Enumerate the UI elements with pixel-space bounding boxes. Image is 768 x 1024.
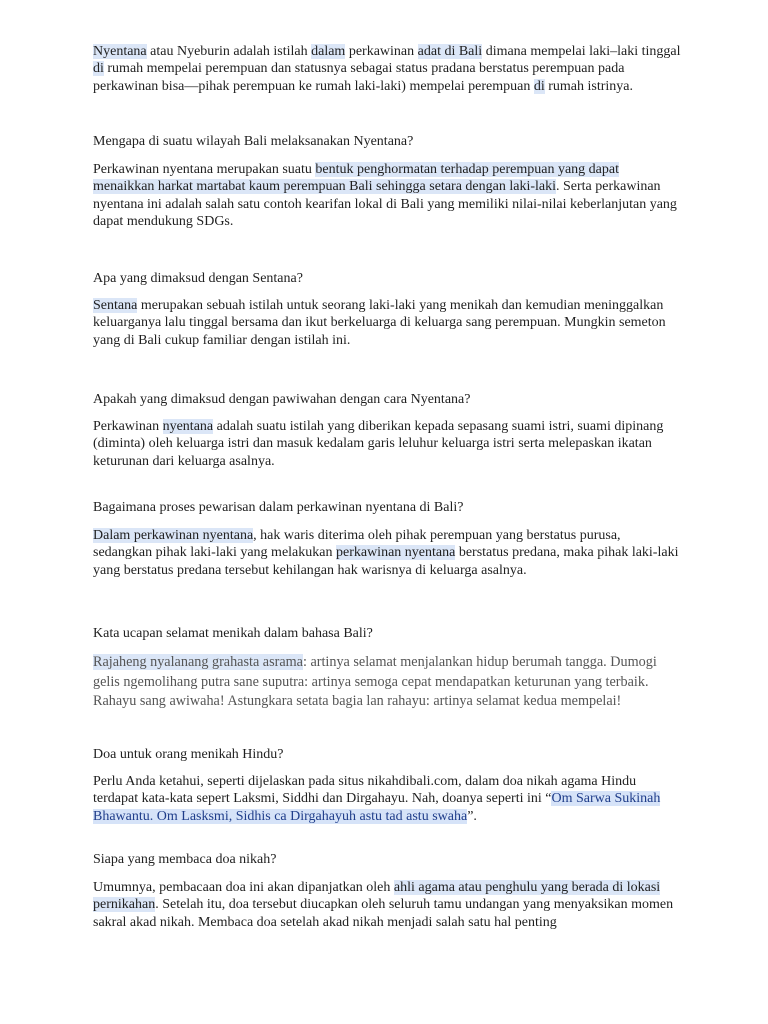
text-segment: Bagaimana proses pewarisan dalam perkawinan nyentana di Bali?: [93, 500, 464, 515]
text-segment: Umumnya, pembacaan doa ini akan dipanjatkan oleh: [93, 880, 394, 895]
text-segment: Apa yang dimaksud dengan Sentana?: [93, 271, 303, 286]
text-segment: Apakah yang dimaksud dengan pawiwahan dengan cara Nyentana?: [93, 392, 471, 407]
text-segment: adalah suatu istilah yang diberikan kepada sepasang suami istri, suami dipinang (diminta) oleh keluarga istri dan masuk kedalam garis leluhur keluarga istri serta melepaskan ikatan keturunan dari keluarga asalnya.: [93, 419, 664, 469]
question-inheritance-process: [93, 499, 683, 516]
question-hindu-prayer: [93, 746, 683, 763]
paragraph-hindu-prayer: [93, 773, 683, 825]
highlighted-text: Om Sarwa Sukinah Bhawantu. Om Lasksmi, Sidhis ca Dirgahayuh astu tad astu swaha: [93, 791, 661, 824]
text-segment: Perlu Anda ketahui, seperti dijelaskan pada situs nikahdibali.com, dalam doa nikah agama Hindu terdapat kata-kata sepert Laksmi, Siddhi dan Dirgahayu. Nah, doanya seperti ini “: [93, 774, 637, 807]
text-segment: , hak waris diterima oleh pihak perempuan yang berstatus purusa, sedangkan pihak laki-laki yang melakukan: [93, 528, 621, 561]
highlighted-text: ahli agama atau penghulu yang berada di lokasi pernikahan: [93, 880, 661, 913]
highlighted-text: dalam: [311, 44, 346, 59]
text-segment: rumah istrinya.: [544, 78, 633, 94]
text-segment: Kata ucapan selamat menikah dalam bahasa Bali?: [93, 626, 373, 641]
question-sentana-meaning: [93, 270, 683, 287]
text-segment: Perkawinan: [93, 419, 163, 434]
text-segment: rumah mempelai perempuan dan statusnya sebagai status pradana berstatus perempuan pada perkawinan bisa—pihak perempuan ke rumah laki-laki) mempelai perempuan: [93, 61, 625, 94]
text-segment: Perkawinan nyentana merupakan suatu: [93, 162, 316, 177]
highlighted-text: Dalam perkawinan nyentana: [93, 528, 254, 543]
highlighted-text: adat di Bali: [417, 44, 483, 59]
text-segment: . Serta perkawinan nyentana ini adalah salah satu contoh kearifan lokal di Bali yang memiliki nilai-nilai keberlanjutan yang dapat mendukung SDGs.: [93, 179, 677, 229]
paragraph-who-reads-prayer: [93, 879, 683, 931]
highlighted-text: bentuk penghormatan terhadap perempuan yang dapat menaikkan harkat martabat kaum perempuan Bali sehingga setara dengan laki-laki: [93, 162, 619, 195]
highlighted-text: di: [533, 78, 545, 94]
paragraph-inheritance: [93, 527, 683, 579]
text-segment: merupakan sebuah istilah untuk seorang laki-laki yang menikah dan kemudian meninggalkan keluarganya lalu tinggal bersama dan ikut berkeluarga di keluarga sang perempuan. Mungkin semeton yang di Bali cukup familiar dengan istilah ini.: [93, 298, 666, 348]
paragraph-pawiwahan-definition: [93, 418, 683, 470]
text-segment: Siapa yang membaca doa nikah?: [93, 852, 277, 867]
highlighted-text: di: [93, 61, 104, 77]
text-segment: : artinya selamat menjalankan hidup berumah tangga. Dumogi gelis ngemolihang putra sane suputra: artinya semoga cepat mendapatkan keturunan yang terbaik. Rahayu sang awiwaha! Astungkara setata bagia lan rahayu: artinya selamat kedua mempelai!: [93, 654, 657, 710]
text-segment: berstatus predana, maka pihak laki-laki yang berstatus predana tersebut kehilangan hak warisnya di keluarga asalnya.: [93, 545, 679, 578]
text-segment: Doa untuk orang menikah Hindu?: [93, 747, 284, 762]
highlighted-text: perkawinan nyentana: [335, 545, 456, 561]
highlighted-text: Sentana: [93, 298, 138, 313]
text-segment: atau Nyeburin adalah istilah: [146, 44, 312, 59]
paragraph-nyentana-definition: [93, 43, 683, 95]
paragraph-nyentana-reason: [93, 161, 683, 230]
highlighted-text: Rajaheng nyalanang grahasta asrama: [93, 654, 303, 670]
paragraph-sentana-definition: [93, 297, 683, 349]
question-why-nyentana: [93, 133, 683, 150]
text-segment: Mengapa di suatu wilayah Bali melaksanakan Nyentana?: [93, 134, 414, 149]
text-segment: dimana mempelai laki–laki tinggal: [482, 44, 681, 59]
highlighted-text: nyentana: [162, 419, 214, 434]
text-segment: perkawinan: [345, 44, 418, 59]
question-who-reads-prayer: [93, 851, 683, 868]
question-wedding-greeting: [93, 625, 683, 642]
text-segment: ”.: [467, 808, 477, 824]
question-pawiwahan-nyentana: [93, 391, 683, 408]
highlighted-text: Nyentana: [93, 44, 147, 59]
paragraph-wedding-greeting: [93, 653, 683, 712]
text-segment: . Setelah itu, doa tersebut diucapkan oleh seluruh tamu undangan yang menyaksikan momen sakral akad nikah. Membaca doa setelah akad nikah menjadi salah satu hal penting: [93, 897, 674, 930]
